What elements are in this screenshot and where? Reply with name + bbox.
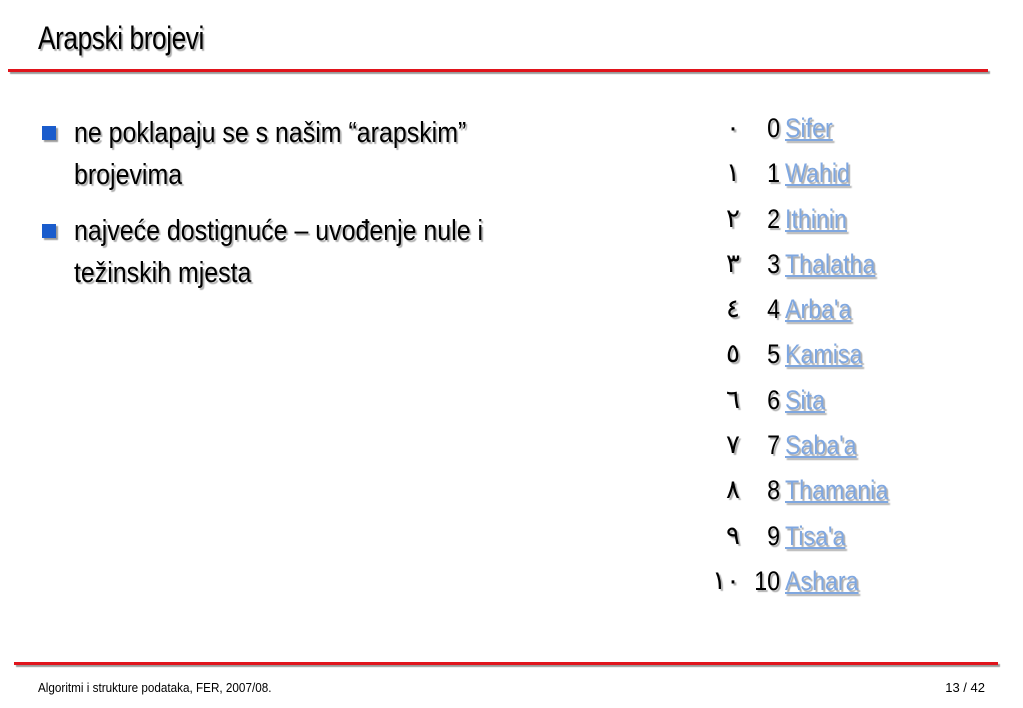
latin-numeral: 7 xyxy=(767,430,780,461)
latin-numeral: 6 xyxy=(767,384,780,415)
footer-page-number: 13 / 42 xyxy=(945,680,985,695)
number-row xyxy=(640,427,980,472)
number-name-link[interactable]: Tisa'a xyxy=(785,520,846,551)
arabic-numeral: ١٠ xyxy=(712,565,740,596)
number-row xyxy=(640,336,980,381)
number-row xyxy=(640,472,980,517)
bullet-square-icon xyxy=(42,126,56,140)
footer-course: Algoritmi i strukture podataka, FER, 2007/08. xyxy=(38,680,272,695)
arabic-numeral: ٥ xyxy=(726,339,740,370)
number-name-link[interactable]: Arba'a xyxy=(785,294,852,325)
arabic-numeral: ٨ xyxy=(726,475,740,506)
bullet-text: ne poklapaju se s našim “arapskim” brojevima xyxy=(74,117,467,191)
number-name-link[interactable]: Thalatha xyxy=(785,248,876,279)
number-row xyxy=(640,110,980,155)
arabic-numeral: ١ xyxy=(726,158,740,189)
arabic-numeral: ٣ xyxy=(726,248,740,279)
number-name-link[interactable]: Wahid xyxy=(785,158,850,189)
latin-numeral: 0 xyxy=(767,113,780,143)
number-row xyxy=(640,563,980,608)
bullet-item xyxy=(40,210,520,294)
arabic-numeral: ٢ xyxy=(726,203,740,234)
number-name-link[interactable]: Sita xyxy=(785,384,826,415)
number-row xyxy=(640,155,980,200)
number-row xyxy=(640,201,980,246)
latin-numeral: 5 xyxy=(767,339,780,370)
arabic-numeral: ٩ xyxy=(726,520,740,551)
number-name-link[interactable]: Kamisa xyxy=(785,339,863,370)
numbers-table xyxy=(640,110,980,608)
latin-numeral: 3 xyxy=(767,248,780,279)
arabic-numeral: ٠ xyxy=(726,113,740,143)
bullet-list xyxy=(40,112,520,308)
number-row xyxy=(640,246,980,291)
arabic-numeral: ٤ xyxy=(726,294,740,325)
latin-numeral: 10 xyxy=(754,565,780,596)
number-name-link[interactable]: Saba'a xyxy=(785,430,857,461)
number-name-link[interactable]: Sifer xyxy=(785,113,833,143)
number-name-link[interactable]: Ithinin xyxy=(785,203,847,234)
bullet-square-icon xyxy=(42,224,56,238)
arabic-numeral: ٦ xyxy=(726,384,740,415)
latin-numeral: 1 xyxy=(767,158,780,189)
latin-numeral: 2 xyxy=(767,203,780,234)
bullet-item xyxy=(40,112,520,196)
footer-divider xyxy=(14,662,998,665)
number-row xyxy=(640,382,980,427)
number-name-link[interactable]: Ashara xyxy=(785,565,859,596)
latin-numeral: 4 xyxy=(767,294,780,325)
number-row xyxy=(640,518,980,563)
latin-numeral: 8 xyxy=(767,475,780,506)
bullet-text: najveće dostignuće – uvođenje nule i težinskih mjesta xyxy=(74,215,484,289)
latin-numeral: 9 xyxy=(767,520,780,551)
number-row xyxy=(640,291,980,336)
arabic-numeral: ٧ xyxy=(726,430,740,461)
number-name-link[interactable]: Thamania xyxy=(785,475,889,506)
slide-title: Arapski brojevi xyxy=(38,20,204,56)
title-divider xyxy=(8,69,988,72)
